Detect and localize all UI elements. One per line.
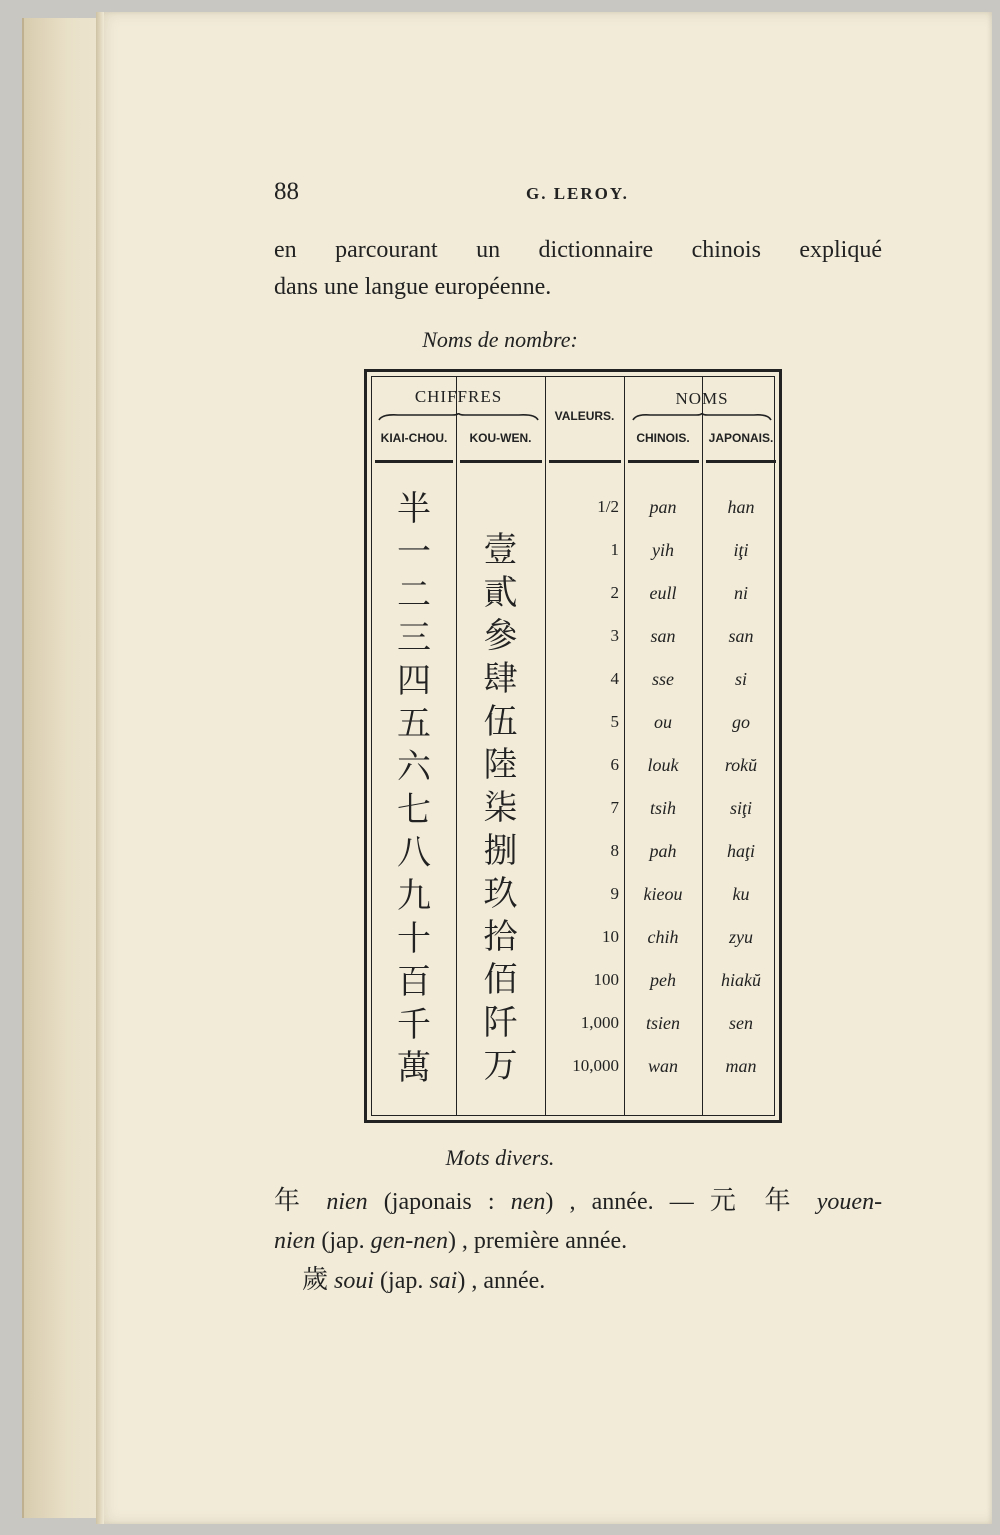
- word-text: (japonais :: [367, 1189, 511, 1215]
- chinois-name: ou: [654, 712, 672, 732]
- page-number: 88: [274, 178, 299, 205]
- mots-line-2: [274, 1222, 882, 1261]
- chinois-name: kieou: [643, 884, 683, 904]
- intro-line-2: dans une langue européenne.: [274, 274, 552, 300]
- kou-wen-char: 捌: [483, 831, 518, 871]
- word-text: ) , année.: [457, 1268, 546, 1294]
- value-cell: 1,000: [580, 1013, 619, 1032]
- word-text: (jap.: [315, 1228, 371, 1254]
- japonais-name: siţi: [729, 798, 752, 818]
- header-kiai-chou: KIAI-CHOU.: [380, 431, 448, 445]
- value-cell: 10: [602, 927, 619, 946]
- value-cell: 8: [610, 841, 619, 860]
- header-kou-wen: KOU-WEN.: [469, 431, 532, 445]
- header-rule-3: [549, 460, 621, 463]
- chinois-name: tsih: [649, 798, 676, 818]
- page-fold: [96, 12, 104, 1524]
- japonais-name: ku: [732, 884, 750, 904]
- kiai-chou-char: 七: [397, 790, 431, 830]
- table-caption: Noms de nombre:: [422, 327, 578, 352]
- header-chinois: CHINOIS.: [636, 431, 690, 445]
- kiai-chou-char: 九: [397, 876, 431, 916]
- value-cell: 4: [610, 669, 619, 688]
- word-nien-cont: nien: [274, 1228, 316, 1254]
- value-cell: 1: [610, 540, 619, 559]
- value-cell: 7: [610, 798, 619, 817]
- brace-noms: [632, 413, 772, 421]
- japonais-name: go: [732, 712, 750, 732]
- mots-line-3: [274, 1261, 882, 1301]
- japonais-name: rokŭ: [724, 755, 758, 775]
- kou-wen-char: 參: [483, 616, 518, 656]
- kou-wen-char: 拾: [483, 917, 518, 957]
- numbers-table: [364, 369, 782, 1123]
- japonais-name: san: [728, 626, 754, 646]
- col-line-4: [702, 377, 703, 1115]
- word-youen-nien-chars: 元 年: [709, 1186, 801, 1216]
- intro-paragraph: [274, 232, 882, 306]
- kou-wen-char: 玖: [483, 874, 518, 914]
- kou-wen-char: 貳: [483, 573, 518, 613]
- page-header: [274, 178, 884, 214]
- japonais-name: sen: [729, 1013, 753, 1033]
- word-nien-char: 年: [274, 1186, 311, 1216]
- kou-wen-char: 肆: [483, 659, 518, 699]
- japonais-name: iţi: [733, 540, 749, 560]
- value-cell: 10,000: [572, 1056, 619, 1075]
- word-nen: nen: [510, 1189, 546, 1215]
- kiai-chou-char: 萬: [397, 1048, 431, 1088]
- mots-line-1: [274, 1182, 882, 1222]
- japonais-name: ni: [733, 583, 748, 603]
- japonais-name: zyu: [729, 927, 753, 947]
- japonais-name: man: [725, 1056, 757, 1076]
- chinois-name: pan: [649, 497, 677, 517]
- word-gen-nen: gen-nen: [370, 1228, 448, 1254]
- word-youen: youen-: [816, 1189, 883, 1215]
- value-cell: 6: [610, 755, 619, 774]
- kiai-chou-char: 半: [397, 489, 431, 529]
- word-text: (jap.: [374, 1268, 430, 1294]
- chinois-name: chih: [647, 927, 679, 947]
- word-soui-char: 歲: [302, 1265, 329, 1295]
- kou-wen-char: 伍: [483, 702, 518, 742]
- kiai-chou-char: 二: [397, 575, 431, 615]
- intro-line-1: en parcourant un dictionnaire chinois expliqué: [274, 237, 882, 263]
- kiai-chou-char: 千: [397, 1005, 431, 1045]
- chinois-name: yih: [652, 540, 674, 560]
- header-rule-4: [628, 460, 699, 463]
- word-sai: sai: [429, 1268, 458, 1294]
- kiai-chou-char: 五: [397, 704, 431, 744]
- brace-chiffres: [378, 413, 539, 421]
- chinois-name: louk: [647, 755, 679, 775]
- chinois-name: tsien: [646, 1013, 680, 1033]
- header-japonais: JAPONAIS.: [708, 431, 774, 445]
- header-rule-1: [375, 460, 453, 463]
- value-cell: 100: [593, 970, 619, 989]
- japonais-name: haţi: [726, 841, 755, 861]
- table-inner-frame: [371, 376, 775, 1116]
- header-noms: NOMS: [675, 389, 729, 408]
- kiai-chou-char: 六: [397, 747, 431, 787]
- col-line-1: [456, 377, 457, 1115]
- col-line-2: [545, 377, 546, 1115]
- kou-wen-char: 壹: [483, 530, 518, 570]
- kiai-chou-char: 四: [397, 661, 431, 701]
- mots-caption: Mots divers.: [445, 1145, 555, 1170]
- chinois-name: peh: [650, 970, 676, 990]
- running-head: G. LEROY.: [526, 184, 629, 203]
- kou-wen-char: 柒: [483, 788, 518, 828]
- word-soui: soui: [334, 1268, 375, 1294]
- value-cell: 1/2: [597, 497, 619, 516]
- header-rule-2: [460, 460, 542, 463]
- kiai-chou-char: 三: [397, 618, 431, 658]
- word-text: ) , première année.: [447, 1228, 628, 1254]
- word-text: ) , année. —: [545, 1189, 710, 1215]
- value-cell: 5: [610, 712, 619, 731]
- japonais-name: si: [734, 669, 747, 689]
- chinois-name: pah: [649, 841, 677, 861]
- value-cell: 9: [610, 884, 619, 903]
- kou-wen-char: 陸: [483, 745, 518, 785]
- kou-wen-char: 阡: [483, 1003, 518, 1043]
- value-cell: 3: [610, 626, 619, 645]
- header-valeurs: VALEURS.: [554, 409, 615, 423]
- col-line-3: [624, 377, 625, 1115]
- kiai-chou-char: 一: [397, 532, 431, 572]
- value-cell: 2: [610, 583, 619, 602]
- chinois-name: sse: [652, 669, 674, 689]
- kiai-chou-char: 十: [397, 919, 431, 959]
- japonais-name: hiakŭ: [721, 970, 761, 990]
- kiai-chou-char: 八: [397, 833, 431, 873]
- chinois-name: eull: [649, 583, 677, 603]
- chinois-name: wan: [647, 1056, 678, 1076]
- header-rule-5: [706, 460, 776, 463]
- word-nien: nien: [326, 1189, 368, 1215]
- kou-wen-char: 佰: [483, 960, 518, 1000]
- kiai-chou-char: 百: [397, 962, 431, 1002]
- kou-wen-char: 万: [483, 1046, 518, 1086]
- chinois-name: san: [650, 626, 676, 646]
- japonais-name: han: [727, 497, 755, 517]
- header-chiffres: CHIFFRES: [414, 387, 503, 406]
- mots-divers-paragraph: [274, 1182, 882, 1301]
